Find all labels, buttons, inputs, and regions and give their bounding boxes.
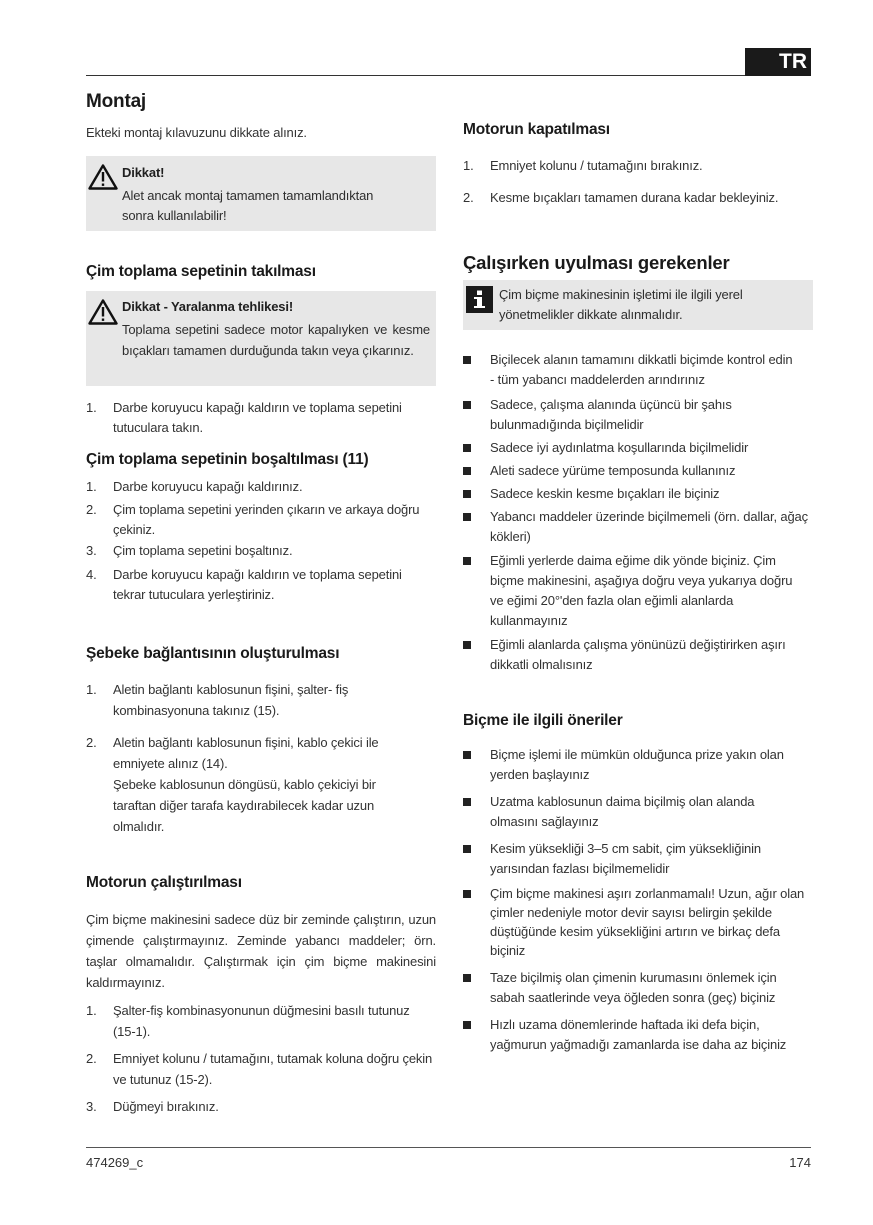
list-text-extra: Şebeke kablosunun döngüsü, kablo çekiciyi bir taraftan diğer tarafa kaydırabilecek kadar uzun olmalıdır. [113, 777, 376, 834]
list-number: 2. [463, 190, 474, 205]
section-title-kapatilmasi: Motorun kapatılması [463, 121, 610, 138]
bullet-square-icon [463, 490, 471, 498]
info-line-1: Çim biçme makinesinin işletimi ile ilgili yerel [499, 287, 743, 302]
bullet-text: Eğimli yerlerde daima eğime dik yönde biçiniz. Çim biçme makinesini, aşağıya doğru veya yukarıya doğru ve eğimi 20°'den fazla olan eğimli alanlarda kullanmayınız [490, 553, 793, 628]
list-text: Aletin bağlantı kablosunun fişini, kablo çekici ile emniyete alınız (14). [113, 735, 379, 771]
bullet-item [463, 792, 798, 832]
bullet-square-icon [463, 467, 471, 475]
list-item [86, 732, 406, 837]
bullet-square-icon [463, 401, 471, 409]
bullet-item [463, 507, 813, 547]
list-text: Emniyet kolunu / tutamağını bırakınız. [490, 158, 703, 173]
list-number: 3. [86, 543, 97, 558]
bullet-square-icon [463, 557, 471, 565]
montaj-text: Ekteki montaj kılavuzunu dikkate alınız. [86, 125, 307, 140]
warning-triangle-icon [88, 299, 118, 325]
caution-line-1: Alet ancak montaj tamamen tamamlandıktan [122, 188, 374, 203]
list-number: 2. [86, 735, 97, 750]
list-number: 2. [86, 1051, 97, 1066]
footer-rule [86, 1147, 811, 1148]
list-item [86, 477, 436, 497]
bullet-text: Çim biçme makinesi aşırı zorlanmamalı! Uzun, ağır olan çimler nedeniyle motor devir sayısı belirgin şekilde düştüğünde kesim yüksekliğini artırın ve birkaç defa biçiniz [490, 886, 805, 958]
bullet-item [463, 461, 813, 481]
section-title-oneriler: Biçme ile ilgili öneriler [463, 712, 623, 729]
list-item [86, 541, 436, 561]
bullet-text: Taze biçilmiş olan çimenin kurumasını önlemek için sabah saatlerinde veya öğleden sonra (geç) biçiniz [490, 970, 777, 1005]
bullet-square-icon [463, 1021, 471, 1029]
language-badge: TR [745, 48, 811, 76]
bullet-square-icon [463, 751, 471, 759]
bullet-text: Biçme işlemi ile mümkün olduğunca prize yakın olan yerden başlayınız [490, 747, 784, 782]
bullet-square-icon [463, 444, 471, 452]
list-number: 2. [86, 502, 97, 517]
bullet-text: Kesim yüksekliği 3–5 cm sabit, çim yüksekliğinin yarısından fazlası biçilmemelidir [490, 841, 761, 876]
header-rule [86, 75, 811, 76]
bullet-square-icon [463, 513, 471, 521]
bullet-text: Sadece iyi aydınlatma koşullarında biçilmelidir [490, 440, 749, 455]
list-item [86, 1048, 436, 1090]
list-item [86, 679, 416, 721]
bullet-item [463, 438, 813, 458]
section-title-uyulmasi: Çalışırken uyulması gerekenler [463, 252, 730, 273]
caution-body: Toplama sepetini sadece motor kapalıyken ve kesme bıçakları tamamen durduğunda takın veya çıkarınız. [122, 322, 430, 358]
list-text: Çim toplama sepetini boşaltınız. [113, 543, 293, 558]
warning-triangle-icon [88, 164, 118, 190]
list-item [463, 188, 813, 208]
section-title-montaj: Montaj [86, 91, 147, 112]
list-text: Çim toplama sepetini yerinden çıkarın ve arkaya doğru çekiniz. [113, 502, 420, 537]
bullet-square-icon [463, 974, 471, 982]
list-text: Şalter-fiş kombinasyonunun düğmesini basılı tutunuz (15-1). [113, 1003, 410, 1039]
list-item [86, 1000, 416, 1042]
bullet-item [463, 968, 813, 1008]
list-number: 4. [86, 567, 97, 582]
bullet-square-icon [463, 798, 471, 806]
caution-box-montaj [86, 156, 436, 231]
list-number: 1. [86, 479, 97, 494]
bullet-item [463, 635, 798, 675]
list-number: 3. [86, 1099, 97, 1114]
bullet-item [463, 745, 798, 785]
section-title-sebeke: Şebeke bağlantısının oluşturulması [86, 645, 340, 662]
bullet-text: Uzatma kablosunun daima biçilmiş olan alanda olmasını sağlayınız [490, 794, 755, 829]
list-item [463, 156, 813, 176]
list-text: Aletin bağlantı kablosunun fişini, şalter- fiş kombinasyonuna takınız (15). [113, 682, 349, 718]
list-number: 1. [86, 682, 97, 697]
list-number: 1. [86, 1003, 97, 1018]
caution-heading: Dikkat! [122, 165, 165, 180]
bullet-text: Biçilecek alanın tamamını dikkatli biçimde kontrol edin - tüm yabancı maddelerden arındırınız [490, 352, 793, 387]
list-number: 1. [463, 158, 474, 173]
info-line-2: yönetmelikler dikkate alınmalıdır. [499, 307, 683, 322]
bullet-item [463, 839, 808, 879]
bullet-text: Sadece keskin kesme bıçakları ile biçiniz [490, 486, 720, 501]
list-text: Darbe koruyucu kapağı kaldırınız. [113, 479, 303, 494]
bullet-item [463, 884, 813, 960]
bullet-text: Sadece, çalışma alanında üçüncü bir şahıs bulunmadığında biçilmelidir [490, 397, 732, 432]
info-icon [466, 286, 493, 313]
bullet-item [463, 350, 798, 390]
bullet-square-icon [463, 845, 471, 853]
caution-box-takilmasi [86, 291, 436, 386]
section-title-takilmasi: Çim toplama sepetinin takılması [86, 263, 316, 280]
bullet-item [463, 484, 813, 504]
caution-line-2: sonra kullanılabilir! [122, 208, 227, 223]
bullet-text: Eğimli alanlarda çalışma yönünüzü değiştirirken aşırı dikkatli olmalısınız [490, 637, 786, 672]
bullet-text: Aleti sadece yürüme temposunda kullanınız [490, 463, 736, 478]
list-item [86, 565, 436, 605]
list-text: Darbe koruyucu kapağı kaldırın ve toplama sepetini tekrar tutuculara yerleştiriniz. [113, 567, 402, 602]
caution-heading: Dikkat - Yaralanma tehlikesi! [122, 299, 293, 314]
bullet-item [463, 1015, 798, 1055]
page-number: 174 [789, 1155, 811, 1170]
bullet-item [463, 551, 808, 631]
bullet-square-icon [463, 356, 471, 364]
bullet-square-icon [463, 890, 471, 898]
calistirilmasi-text: Çim biçme makinesini sadece düz bir zeminde çalıştırın, uzun çimende çalıştırmayınız. Zeminde yabancı maddeler; örn. taşlar olmamalıdır. Çalıştırmak için çim biçme makinesini kaldırmayınız. [86, 912, 436, 990]
document-code: 474269_c [86, 1155, 144, 1170]
list-text: Darbe koruyucu kapağı kaldırın ve toplama sepetini tutuculara takın. [113, 400, 402, 435]
bullet-square-icon [463, 641, 471, 649]
list-text: Düğmeyi bırakınız. [113, 1099, 219, 1114]
section-title-calistirilmasi: Motorun çalıştırılması [86, 874, 242, 891]
section-title-bosaltilmasi: Çim toplama sepetinin boşaltılması (11) [86, 451, 369, 468]
info-box [463, 280, 813, 330]
list-item [86, 500, 436, 540]
list-number: 1. [86, 400, 97, 415]
bullet-text: Yabancı maddeler üzerinde biçilmemeli (örn. dallar, ağaç kökleri) [490, 509, 808, 544]
bullet-text: Hızlı uzama dönemlerinde haftada iki defa biçin, yağmurun yağmadığı zamanlarda ise daha az biçiniz [490, 1017, 787, 1052]
list-text: Emniyet kolunu / tutamağını, tutamak koluna doğru çekin ve tutunuz (15-2). [113, 1051, 433, 1087]
list-item [86, 398, 436, 438]
list-item [86, 1097, 436, 1117]
list-text: Kesme bıçakları tamamen durana kadar bekleyiniz. [490, 190, 779, 205]
bullet-item [463, 395, 783, 435]
